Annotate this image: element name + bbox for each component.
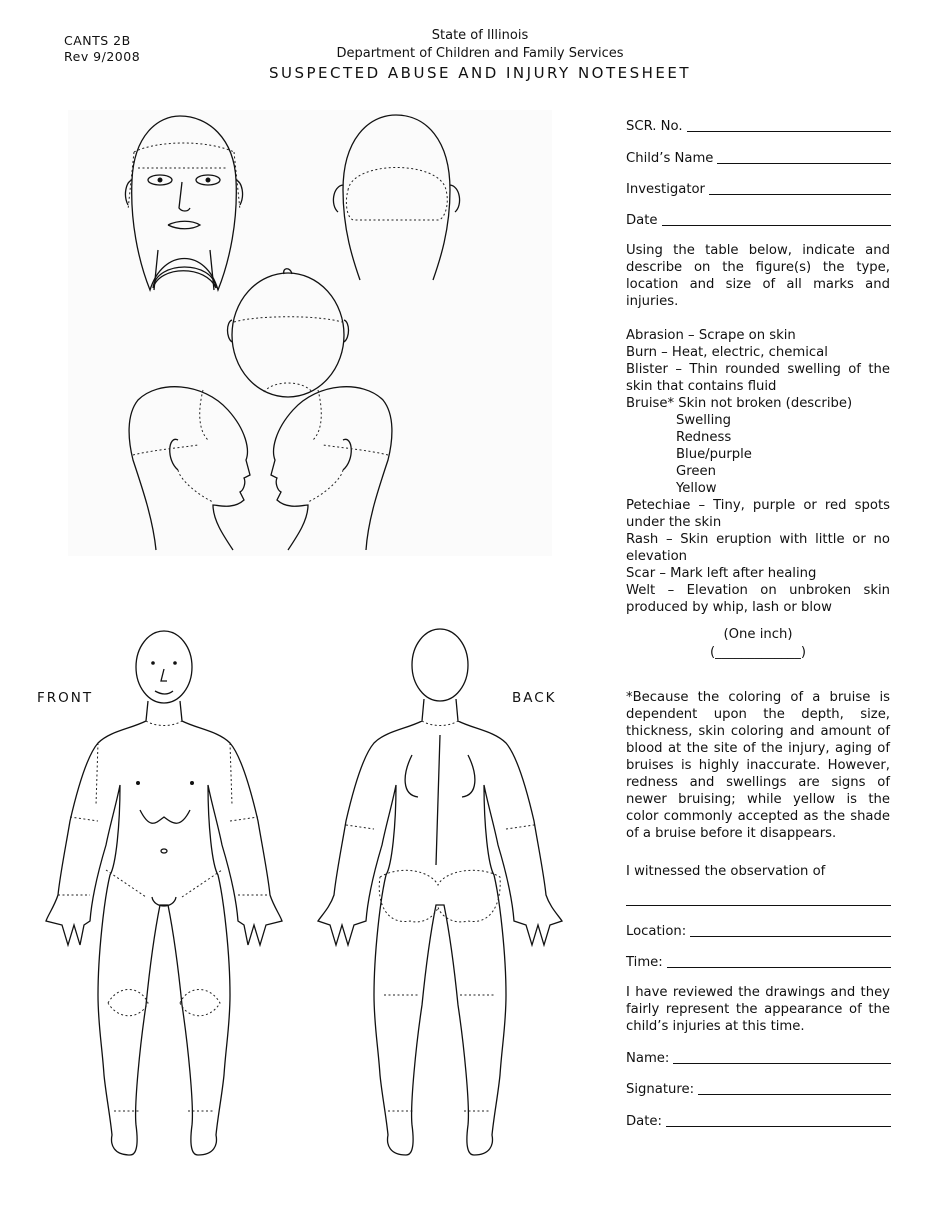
body-diagrams <box>40 625 570 1160</box>
date-line[interactable] <box>662 211 891 226</box>
review-statement: I have reviewed the drawings and they fairly represent the appearance of the child’s injuries at this time. <box>626 985 890 1034</box>
front-label: FRONT <box>37 690 94 706</box>
time-field[interactable] <box>626 953 891 970</box>
bruise-type-blue-purple: Blue/purple <box>676 447 752 462</box>
def-scar: Scar – Mark left after healing <box>626 566 817 581</box>
time-line[interactable] <box>667 953 891 968</box>
review-date-label: Date: <box>626 1114 662 1129</box>
child-name-line[interactable] <box>717 149 891 164</box>
investigator-label: Investigator <box>626 182 705 197</box>
head-front-view <box>125 116 242 290</box>
time-label: Time: <box>626 955 663 970</box>
body-back-view <box>318 629 562 1155</box>
def-burn: Burn – Heat, electric, chemical <box>626 345 828 360</box>
form-code: CANTS 2B <box>64 33 131 48</box>
bruise-type-yellow: Yellow <box>676 481 717 496</box>
head-diagrams <box>68 110 552 556</box>
back-label: BACK <box>512 690 557 706</box>
instructions-text: Using the table below, indicate and describe on the figure(s) the type, location and size of all marks and injuries. <box>626 243 890 309</box>
review-date-field[interactable] <box>626 1112 891 1129</box>
location-line[interactable] <box>690 922 891 937</box>
def-blister: Blister – Thin rounded swelling of the skin that contains fluid <box>626 362 890 394</box>
department-name: Department of Children and Family Services <box>336 46 624 61</box>
head-right-profile <box>129 387 250 550</box>
scr-number-label: SCR. No. <box>626 119 683 134</box>
page-title: SUSPECTED ABUSE AND INJURY NOTESHEET <box>268 64 692 82</box>
bruise-type-redness: Redness <box>676 430 732 445</box>
form-revision: Rev 9/2008 <box>64 49 141 64</box>
bruise-type-swelling: Swelling <box>676 413 731 428</box>
child-name-field[interactable] <box>626 149 891 166</box>
signature-label: Signature: <box>626 1082 695 1097</box>
scr-number-field[interactable] <box>626 117 891 134</box>
head-back-view <box>333 115 459 280</box>
witness-statement: I witnessed the observation of <box>626 864 826 879</box>
def-bruise: Bruise* Skin not broken (describe) <box>626 396 853 411</box>
scale-line: (_____________) <box>709 645 806 660</box>
reviewer-name-line[interactable] <box>673 1049 891 1064</box>
investigator-field[interactable] <box>626 180 891 197</box>
scale-label: (One inch) <box>723 627 793 642</box>
reviewer-name-field[interactable] <box>626 1049 891 1066</box>
state-name: State of Illinois <box>431 28 529 43</box>
date-label: Date <box>626 213 658 228</box>
bruise-note: *Because the coloring of a bruise is dependent upon the depth, size, thickness, skin coloring and amount of blood at the site of the injury, aging of bruises is highly inaccurate. However, redness and swellings are signs of newer bruising; while yellow is the color commonly accepted as the shade of a bruise before it disappears. <box>626 690 890 841</box>
head-left-profile <box>271 387 392 550</box>
def-abrasion: Abrasion – Scrape on skin <box>626 328 796 343</box>
child-name-label: Child’s Name <box>626 151 714 166</box>
scr-number-line[interactable] <box>687 117 891 132</box>
bruise-type-green: Green <box>676 464 716 479</box>
body-front-view <box>46 631 282 1155</box>
date-field[interactable] <box>626 211 891 228</box>
review-date-line[interactable] <box>666 1112 891 1127</box>
def-rash: Rash – Skin eruption with little or no elevation <box>626 532 890 564</box>
location-label: Location: <box>626 924 687 939</box>
signature-field[interactable] <box>626 1080 891 1097</box>
head-top-view <box>228 269 349 397</box>
def-welt: Welt – Elevation on unbroken skin produced by whip, lash or blow <box>626 583 890 615</box>
reviewer-name-label: Name: <box>626 1051 670 1066</box>
definitions-list <box>626 327 890 616</box>
investigator-line[interactable] <box>709 180 891 195</box>
form-code-block <box>64 33 140 65</box>
witness-observation-line[interactable] <box>626 905 891 906</box>
location-field[interactable] <box>626 922 891 939</box>
def-petechiae: Petechiae – Tiny, purple or red spots under the skin <box>626 498 890 530</box>
signature-line[interactable] <box>698 1080 891 1095</box>
